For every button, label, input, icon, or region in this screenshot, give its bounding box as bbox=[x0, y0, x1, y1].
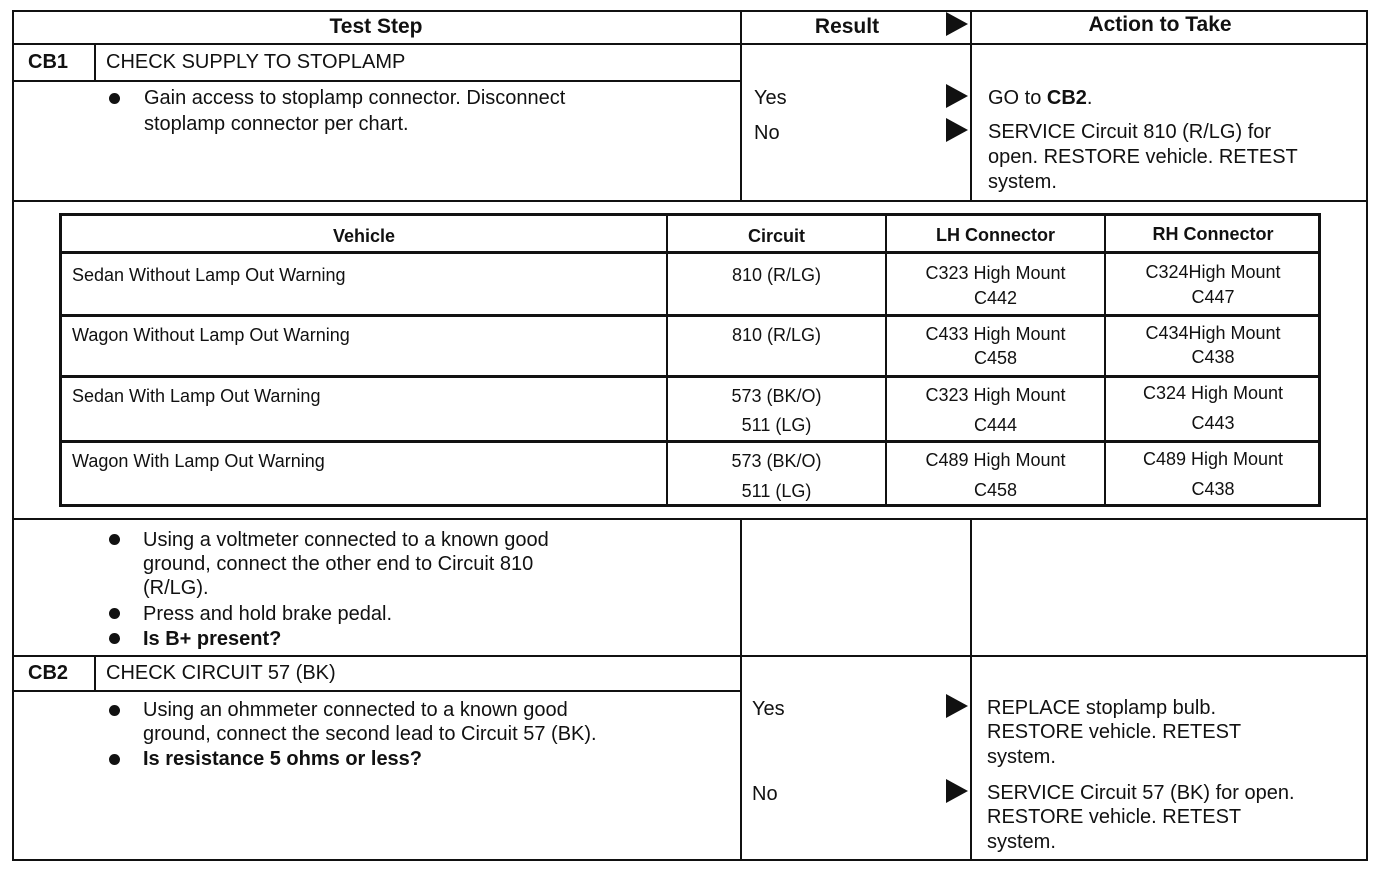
bullet-icon bbox=[109, 608, 120, 619]
cb1-result-yes: Yes bbox=[754, 87, 787, 109]
action-column-divider-lower bbox=[970, 518, 972, 861]
cb2-step1-line1: Using an ohmmeter connected to a known good bbox=[143, 699, 568, 721]
cb1-code: CB1 bbox=[28, 51, 69, 73]
cb1-step1-line1: Gain access to stoplamp connector. Disconnect bbox=[144, 87, 566, 109]
cb2-result-no: No bbox=[752, 783, 778, 805]
section-divider-2 bbox=[12, 518, 1368, 520]
cb1-title: CHECK SUPPLY TO STOPLAMP bbox=[106, 51, 406, 73]
table-row-rh: C324 High Mount bbox=[1142, 383, 1284, 403]
cb2-yes-action-line3: system. bbox=[987, 746, 1056, 768]
header-divider bbox=[12, 43, 1368, 45]
cb1-yes-action-prefix: GO to bbox=[988, 87, 1047, 109]
bullet-icon bbox=[109, 705, 120, 716]
table-row-lh: C444 bbox=[973, 415, 1018, 435]
table-left-border bbox=[12, 10, 14, 861]
table-row-rh: C438 bbox=[1191, 347, 1235, 367]
cb2-title-bottom bbox=[12, 690, 742, 692]
cb1-no-action-line2: open. RESTORE vehicle. RETEST bbox=[988, 146, 1298, 168]
cb2-top-border bbox=[12, 655, 1368, 657]
cb1-yes-action-link: CB2 bbox=[1046, 87, 1087, 109]
cb1-step3: Press and hold brake pedal. bbox=[143, 603, 393, 625]
bullet-icon bbox=[109, 633, 120, 644]
table-row-rh: C447 bbox=[1191, 287, 1235, 307]
cb2-code-divider bbox=[94, 655, 96, 692]
table-row-lh: C442 bbox=[973, 288, 1018, 308]
table-row-lh: C323 High Mount bbox=[925, 263, 1066, 283]
cb1-step2-line2: ground, connect the other end to Circuit 810 bbox=[143, 553, 534, 575]
connector-header-lh: LH Connector bbox=[936, 225, 1055, 245]
cb1-title-bottom bbox=[12, 80, 742, 82]
cb1-yes-action bbox=[988, 86, 1092, 111]
cb2-result-yes: Yes bbox=[752, 698, 785, 720]
table-row-lh: C323 High Mount bbox=[925, 385, 1066, 405]
table-row-circuit: 573 (BK/O) bbox=[731, 451, 822, 471]
cb2-no-action-line3: system. bbox=[987, 831, 1056, 853]
table-row-rh: C489 High Mount bbox=[1142, 449, 1284, 469]
cb1-no-action-line1: SERVICE Circuit 810 (R/LG) for bbox=[988, 121, 1272, 143]
cb2-yes-action-line2: RESTORE vehicle. RETEST bbox=[987, 721, 1242, 743]
table-row-lh: C458 bbox=[973, 480, 1018, 500]
cb2-no-arrow-icon bbox=[946, 779, 968, 803]
cb1-step1-line2: stoplamp connector per chart. bbox=[144, 113, 409, 135]
cb2-step1-line2: ground, connect the second lead to Circuit 57 (BK). bbox=[143, 723, 597, 745]
table-row-circuit: 573 (BK/O) bbox=[731, 386, 822, 406]
table-bottom-border bbox=[12, 859, 1368, 861]
section-divider-1 bbox=[12, 200, 1368, 202]
bullet-icon bbox=[109, 754, 120, 765]
table-row-rh: C438 bbox=[1191, 479, 1235, 499]
header-result: Result bbox=[814, 15, 880, 38]
cb2-no-action-line2: RESTORE vehicle. RETEST bbox=[987, 806, 1242, 828]
cb1-code-divider bbox=[94, 43, 96, 81]
cb1-step2-line3: (R/LG). bbox=[143, 577, 209, 599]
table-row-rh: C443 bbox=[1191, 413, 1235, 433]
table-row-lh: C458 bbox=[973, 348, 1018, 368]
table-row-vehicle: Sedan Without Lamp Out Warning bbox=[72, 265, 346, 285]
cb1-yes-arrow-icon bbox=[946, 84, 968, 108]
table-row-circuit: 511 (LG) bbox=[741, 481, 812, 501]
bullet-icon bbox=[109, 534, 120, 545]
cb1-no-arrow-icon bbox=[946, 118, 968, 142]
cb1-no-action-line3: system. bbox=[988, 171, 1057, 193]
connector-header-circuit: Circuit bbox=[747, 226, 805, 246]
table-row-lh: C433 High Mount bbox=[925, 324, 1066, 344]
table-row-lh: C489 High Mount bbox=[925, 450, 1066, 470]
table-row-rh: C434High Mount bbox=[1145, 323, 1281, 343]
cb1-step2-line1: Using a voltmeter connected to a known good bbox=[143, 529, 549, 551]
table-right-border bbox=[1366, 10, 1368, 861]
cb2-code: CB2 bbox=[28, 662, 69, 684]
connector-header-vehicle: Vehicle bbox=[332, 226, 396, 246]
cb2-no-action-line1: SERVICE Circuit 57 (BK) for open. bbox=[987, 782, 1295, 804]
connector-table-header-divider bbox=[59, 251, 1321, 254]
table-row-vehicle: Wagon With Lamp Out Warning bbox=[72, 451, 325, 471]
cb2-question: Is resistance 5 ohms or less? bbox=[143, 748, 423, 770]
table-row-vehicle: Wagon Without Lamp Out Warning bbox=[72, 325, 350, 345]
cb2-title: CHECK CIRCUIT 57 (BK) bbox=[106, 662, 336, 684]
cb1-yes-action-suffix: . bbox=[1086, 87, 1093, 109]
cb1-result-no: No bbox=[754, 122, 780, 144]
bullet-icon bbox=[109, 93, 120, 104]
cb1-question: Is B+ present? bbox=[143, 628, 282, 650]
action-column-divider-upper bbox=[970, 10, 972, 202]
cb2-yes-arrow-icon bbox=[946, 694, 968, 718]
table-row-rh: C324High Mount bbox=[1145, 262, 1281, 282]
connector-table-row-divider bbox=[59, 314, 1321, 317]
connector-table-row-divider bbox=[59, 440, 1321, 443]
connector-header-rh: RH Connector bbox=[1152, 224, 1274, 244]
header-action: Action to Take bbox=[1088, 13, 1232, 36]
header-test-step: Test Step bbox=[329, 15, 423, 38]
table-row-circuit: 810 (R/LG) bbox=[731, 265, 822, 285]
header-arrow-icon bbox=[946, 12, 968, 36]
table-row-circuit: 810 (R/LG) bbox=[731, 325, 822, 345]
connector-table-row-divider bbox=[59, 375, 1321, 378]
table-row-vehicle: Sedan With Lamp Out Warning bbox=[72, 386, 321, 406]
cb2-yes-action-line1: REPLACE stoplamp bulb. bbox=[987, 697, 1217, 719]
table-row-circuit: 511 (LG) bbox=[741, 415, 812, 435]
